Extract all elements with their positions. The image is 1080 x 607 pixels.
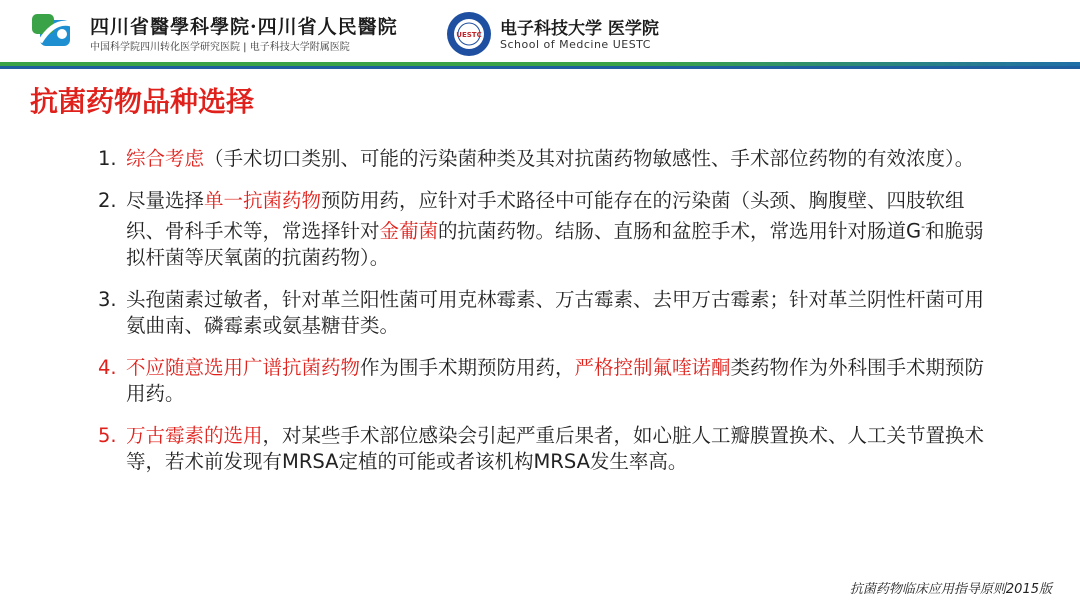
hospital-logo-icon: [30, 12, 82, 52]
item-part: ，对某些手术部位感染会引起严重后果者，如心脏人工瓣膜置换术、人工关节置换术等，若术前发现有MRSA定植的可能或者该机构MRSA发生率高。: [126, 423, 985, 473]
university-seal-icon: [446, 11, 492, 57]
item-number: 2.: [98, 189, 117, 212]
item-part: 综合考虑: [126, 147, 205, 170]
item-part: 金葡菌: [379, 219, 439, 243]
university-name: 电子科技大学 医学院: [500, 19, 659, 39]
header: [0, 0, 1080, 64]
item-number: 4.: [98, 355, 117, 379]
item-part: 预防用药，应针对手术路径中可能存在的污染菌（头颈、胸腹壁、四肢软组织、骨科手术等，常选择针对: [126, 189, 965, 243]
hospital-name: 四川省醫學科學院·四川省人民醫院: [90, 16, 398, 38]
item-part: （手术切口类别、可能的污染菌种类及其对抗菌药物敏感性、手术部位药物的有效浓度）。: [204, 147, 975, 170]
list-item: [98, 355, 998, 407]
item-part: 头孢菌素过敏者，针对革兰阳性菌可用克林霉素、万古霉素、去甲万古霉素；针对革兰阴性杆菌可用氨曲南、磷霉素或氨基糖苷类。: [126, 287, 985, 337]
item-part: 的抗菌药物。结肠、直肠和盆腔手术，常选用针对肠道G: [438, 219, 922, 243]
item-number: 3.: [98, 287, 117, 311]
item-part: 尽量选择: [126, 189, 205, 212]
source-footnote: 抗菌药物临床应用指导原则2015版: [849, 582, 1052, 597]
header-divider-blue: [0, 66, 1080, 69]
superscript-minus: -: [921, 220, 926, 233]
item-part: 和脆弱拟杆菌等厌氧菌的抗菌药物）。: [126, 219, 984, 269]
slide-title: 抗菌药物品种选择: [30, 85, 255, 118]
item-part: 严格控制氟喹诺酮: [574, 355, 731, 379]
item-number: 5.: [98, 423, 117, 447]
list-item: [98, 188, 998, 271]
university-subtitle: School of Medcine UESTC: [500, 38, 651, 51]
hospital-subtitle: 中国科学院四川转化医学研究医院 | 电子科技大学附属医院: [90, 42, 350, 53]
item-part: 类药物作为外科围手术期预防用药。: [126, 355, 985, 405]
item-number: 1.: [98, 147, 117, 170]
item-part: 单一抗菌药物: [204, 189, 322, 212]
seal-text: UESTC: [456, 31, 482, 39]
item-part: 作为围手术期预防用药，: [360, 355, 575, 379]
list-item: [98, 146, 998, 172]
item-part: 不应随意选用广谱抗菌药物: [126, 355, 361, 379]
item-part: 万古霉素的选用: [126, 423, 263, 447]
content-list: [98, 146, 998, 491]
list-item: [98, 287, 998, 339]
list-item: [98, 423, 998, 475]
